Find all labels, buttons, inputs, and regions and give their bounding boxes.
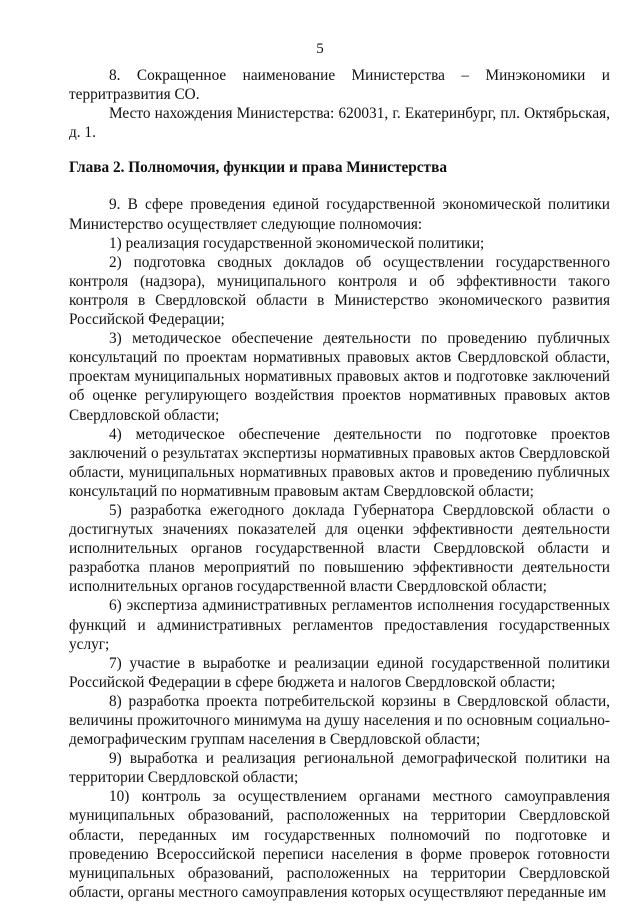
chapter-title: Глава 2. Полномочия, функции и права Министерства <box>69 159 447 177</box>
list-item: 8) разработка проекта потребительской корзины в Свердловской области, величины прожиточного минимума на душу населения и по основным социально-демографическим группам населения в Свердловской области; <box>69 692 610 749</box>
list-item: 7) участие в выработке и реализации единой государственной политики Российской Федерации в сфере бюджета и налогов Свердловской области; <box>69 654 610 691</box>
paragraph: Место нахождения Министерства: 620031, г. Екатеринбург, пл. Октябрьская, д. 1. <box>69 105 610 142</box>
page-content <box>69 66 610 902</box>
page-number: 5 <box>316 41 324 57</box>
list-item: 2) подготовка сводных докладов об осуществлении государственного контроля (надзора), муниципального контроля и об эффективности такого контроля в Свердловской области в Министерство экономического развития Российской Федерации; <box>69 253 610 329</box>
list-item: 5) разработка ежегодного доклада Губернатора Свердловской области о достигнутых значениях показателей для оценки эффективности деятельности исполнительных органов государственной власти Свердловской области и разработка планов мероприятий по повышению эффективности деятельности исполнительных органов государственной власти Свердловской области; <box>69 501 610 596</box>
list-item: 4) методическое обеспечение деятельности по подготовке проектов заключений о результатах экспертизы нормативных правовых актов Свердловской области, муниципальных нормативных правовых актов и проведению публичных консультаций по нормативным правовым актам Свердловской области; <box>69 425 610 500</box>
paragraph: 9. В сфере проведения единой государственной экономической политики Министерство осуществляет следующие полномочия: <box>69 196 610 233</box>
list-item: 3) методическое обеспечение деятельности по проведению публичных консультаций по проектам нормативных правовых актов Свердловской области, проектам муниципальных нормативных правовых актов и подготовке заключений об оценке регулирующего воздействия проектов нормативных правовых актов Свердловской области; <box>69 330 610 424</box>
list-item: 10) контроль за осуществлением органами местного самоуправления муниципальных образований, расположенных на территории Свердловской области, переданных им государственных полномочий по подготовке и проведению Всероссийской переписи населения в форме проверок готовности муниципальных образований, расположенных на территории Свердловской области, органы местного самоуправления которых осуществляют переданные им <box>69 788 610 901</box>
paragraph: 8. Сокращенное наименование Министерства – Минэкономики и территразвития СО. <box>69 67 610 104</box>
list-item: 1) реализация государственной экономической политики; <box>109 234 485 252</box>
list-item: 6) экспертиза административных регламентов исполнения государственных функций и административных регламентов предоставления государственных услуг; <box>69 597 610 653</box>
list-item: 9) выработка и реализация региональной демографической политики на территории Свердловской области; <box>69 750 610 787</box>
